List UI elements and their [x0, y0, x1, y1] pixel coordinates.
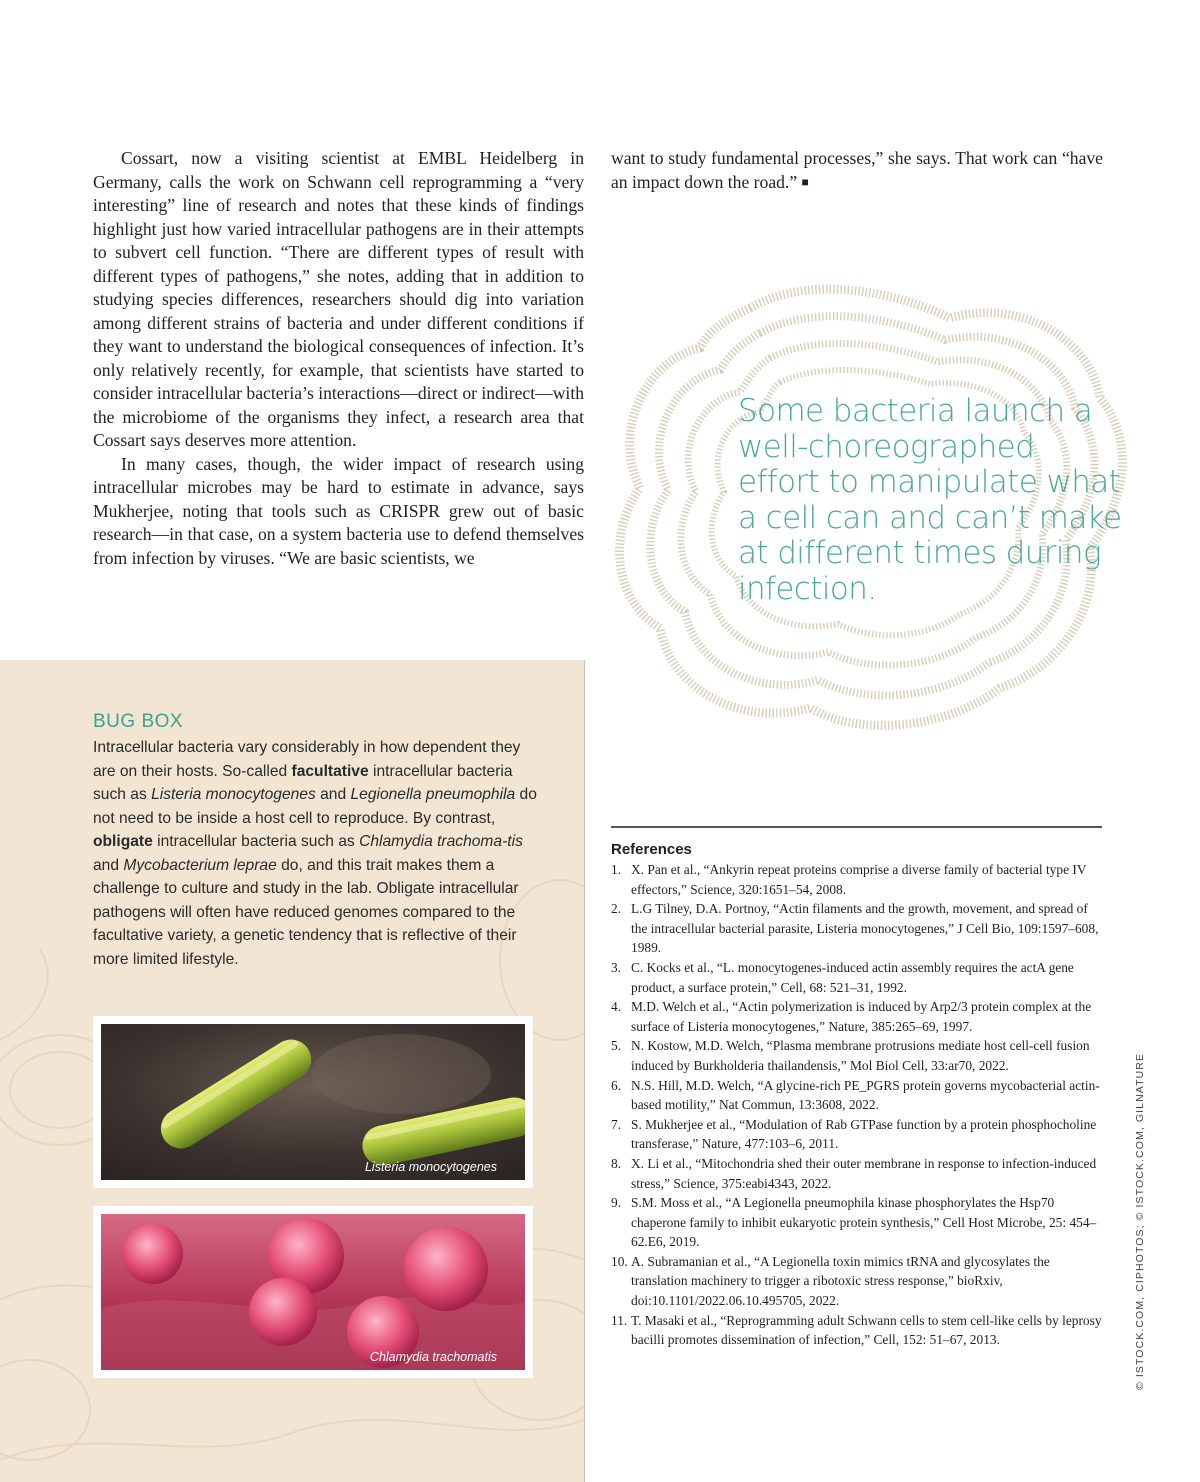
reference-number: 2. — [611, 901, 622, 917]
article-paragraph — [611, 147, 1103, 194]
bug-box-title: BUG BOX — [93, 711, 184, 732]
bug-box-paragraph — [93, 736, 538, 971]
reference-item — [611, 899, 1102, 958]
reference-text: M.D. Welch et al., “Actin polymerization is induced by Arp2/3 protein complex at the surface of Listeria monocytogenes,” Nature, 385:265–69, 1997. — [631, 999, 1092, 1034]
photo-caption: Chlamydia trachomatis — [369, 1350, 497, 1364]
species-name: Chlamydia trachoma-tis — [359, 833, 523, 850]
photo-credit: © ISTOCK.COM, CIPHOTOS; © ISTOCK.COM, GILNATURE — [1134, 1052, 1146, 1390]
reference-item — [611, 1252, 1102, 1311]
reference-number: 4. — [611, 999, 622, 1015]
listeria-photo — [93, 1016, 533, 1188]
references-title: References — [611, 841, 692, 858]
reference-text: A. Subramanian et al., “A Legionella toxin mimics tRNA and glycosylates the translation machinery to trigger a ribotoxic stress response,” bioRxiv, doi:10.1101/2022.06.10.495705, 2022. — [631, 1253, 1050, 1309]
chlamydia-illustration — [101, 1214, 525, 1370]
term-facultative: facultative — [291, 762, 369, 780]
listeria-illustration — [101, 1024, 525, 1180]
bug-box-text — [93, 736, 538, 971]
species-name: Listeria monocytogenes — [151, 786, 316, 803]
reference-number: 10. — [611, 1253, 628, 1269]
reference-number: 7. — [611, 1116, 622, 1132]
reference-text: N. Kostow, M.D. Welch, “Plasma membrane protrusions mediate host cell-cell fusion induced by Burkholderia thailandensis,” Mol Biol Cell, 33:ar70, 2022. — [631, 1038, 1090, 1073]
reference-number: 6. — [611, 1077, 622, 1093]
text-run: do not need to be inside a host cell to reproduce. By contrast, — [93, 786, 537, 827]
text-run: intracellular bacteria such as — [152, 833, 360, 850]
article-paragraph: Cossart, now a visiting scientist at EMBL Heidelberg in Germany, calls the work on Schwann cell reprogramming a “very interesting” line of research and notes that these kinds of findings highlight just how varied intracellular pathogens are in their attempts to subvert cell function. “There are different types of result with different types of pathogens,” she notes, adding that in addition to studying species differences, researchers should dig into variation among different strains of bacteria and under different conditions if they want to understand the biological consequences of infection. It’s only relatively recently, for example, that scientists have started to consider intracellular bacteria’s interactions—direct or indirect—with the microbiome of the organisms they infect, a research area that Cossart says deserves more attention. — [93, 148, 584, 450]
term-obligate: obligate — [93, 833, 153, 850]
text-run: and — [93, 856, 124, 874]
text-run: Intracellular bacteria vary considerably in how dependent they are on their hosts. So-called — [93, 739, 521, 780]
reference-item — [611, 1115, 1102, 1154]
end-mark: ■ — [801, 174, 809, 189]
reference-text: X. Pan et al., “Ankyrin repeat proteins comprise a diverse family of bacterial type IV effectors,” Science, 320:1651–54, 2008. — [631, 862, 1087, 897]
reference-item — [611, 1311, 1102, 1350]
text-run: and — [315, 786, 351, 803]
reference-item — [611, 997, 1102, 1036]
reference-item — [611, 1193, 1102, 1252]
photo-caption: Listeria monocytogenes — [364, 1160, 497, 1174]
reference-text: C. Kocks et al., “L. monocytogenes-induced actin assembly requires the actA gene product, a surface protein,” Cell, 68: 521–31, 1992. — [631, 959, 1074, 995]
reference-text: N.S. Hill, M.D. Welch, “A glycine-rich PE_PGRS protein governs mycobacterial actin-based motility,” Nat Commun, 13:3608, 2022. — [631, 1077, 1100, 1113]
species-name: Mycobacterium leprae — [123, 856, 277, 874]
reference-item — [611, 1076, 1102, 1115]
article-paragraph: In many cases, though, the wider impact of research using intracellular microbes may be hard to estimate in advance, says Mukherjee, noting that tools such as CRISPR grew out of basic research—in that case, on a system bacteria use to defend themselves from infection by viruses. “We are basic scientists, we — [93, 453, 584, 568]
article-paragraph-text: want to study fundamental processes,” she says. That work can “have an impact down the road.” — [611, 148, 1103, 192]
reference-text: X. Li et al., “Mitochondria shed their outer membrane in response to infection-induced stress,” Science, 375:eabi4343, 2022. — [631, 1155, 1097, 1191]
column-divider — [584, 660, 585, 1482]
reference-text: T. Masaki et al., “Reprogramming adult Schwann cells to stem cell-like cells by leprosy bacilli promotes dissemination of infection,” Cell, 152: 51–67, 2013. — [631, 1312, 1102, 1348]
reference-number: 9. — [611, 1195, 622, 1211]
chlamydia-photo — [93, 1206, 533, 1378]
pull-quote: Some bacteria launch a well-choreographed effort to manipulate what a cell can and can’t make at different times during infection. — [738, 393, 1122, 607]
text-run: intracellular bacteria such as — [93, 762, 513, 803]
text-run: do, and this trait makes them a challenge to culture and study in the lab. Obligate intracellular pathogens will often have reduced genomes compared to the facultative variety, a genetic tendency that is reflective of their more limited lifestyle. — [93, 856, 519, 968]
reference-item — [611, 860, 1102, 899]
reference-text: S. Mukherjee et al., “Modulation of Rab GTPase function by a protein phosphocholine transferase,” Nature, 477:103–6, 2011. — [631, 1116, 1097, 1152]
reference-number: 8. — [611, 1155, 622, 1171]
article-body-right-column — [611, 147, 1103, 194]
reference-item — [611, 1154, 1102, 1193]
reference-text: S.M. Moss et al., “A Legionella pneumophila kinase phosphorylates the Hsp70 chaperone family to inhibit eukaryotic protein synthesis,” Cell Host Microbe, 25: 454–62.E6, 2019. — [631, 1195, 1097, 1250]
species-name: Legionella pneumophila — [350, 786, 516, 803]
reference-number: 11. — [611, 1312, 628, 1328]
references-list — [611, 860, 1102, 1350]
reference-item — [611, 958, 1102, 997]
reference-text: L.G Tilney, D.A. Portnoy, “Actin filaments and the growth, movement, and spread of the intracellular bacterial parasite, Listeria monocytogenes,” J Cell Bio, 109:1597–608, 1989. — [631, 901, 1099, 956]
reference-item — [611, 1036, 1102, 1075]
reference-number: 1. — [611, 862, 622, 877]
references-rule — [611, 826, 1102, 828]
article-body-left-column — [93, 147, 584, 570]
reference-number: 3. — [611, 959, 622, 975]
reference-number: 5. — [611, 1038, 622, 1054]
